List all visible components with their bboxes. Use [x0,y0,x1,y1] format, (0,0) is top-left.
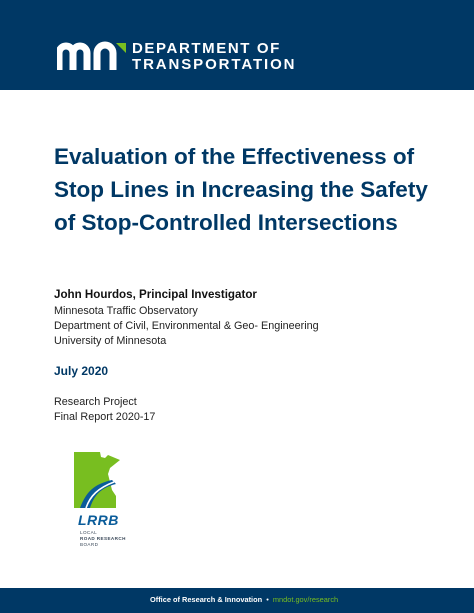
footer-office: Office of Research & Innovation [150,595,263,604]
footer-banner [0,588,474,613]
publication-date: July 2020 [54,364,109,378]
lrrb-wordmark: LRRB [78,512,119,528]
principal-investigator: John Hourdos, Principal Investigator [54,288,257,301]
header-banner [0,0,474,90]
lrrb-subtitle: LOCAL [80,530,98,535]
report-title: Evaluation of the Effectiveness of Stop Lines in Increasing the Safety of Stop-Controlled Intersections [54,144,428,235]
dept-name-line-1: DEPARTMENT OF [132,40,281,57]
affiliation-line: Department of Civil, Environmental & Geo- Engineering [54,320,319,332]
mndot-mn-logo-icon [57,41,127,71]
report-type: Research Project [54,396,137,408]
footer-website-link[interactable]: mndot.gov/research [272,595,339,604]
minnesota-state-map-icon [72,450,122,510]
report-number: Final Report 2020-17 [54,411,156,423]
affiliation-line: Minnesota Traffic Observatory [54,305,198,317]
lrrb-subtitle: BOARD [80,542,99,547]
footer-separator: • [266,595,269,604]
affiliation-line: University of Minnesota [54,335,167,347]
lrrb-subtitle: ROAD RESEARCH [80,536,126,541]
dept-name-line-2: TRANSPORTATION [132,56,297,73]
footer-text [150,595,338,604]
